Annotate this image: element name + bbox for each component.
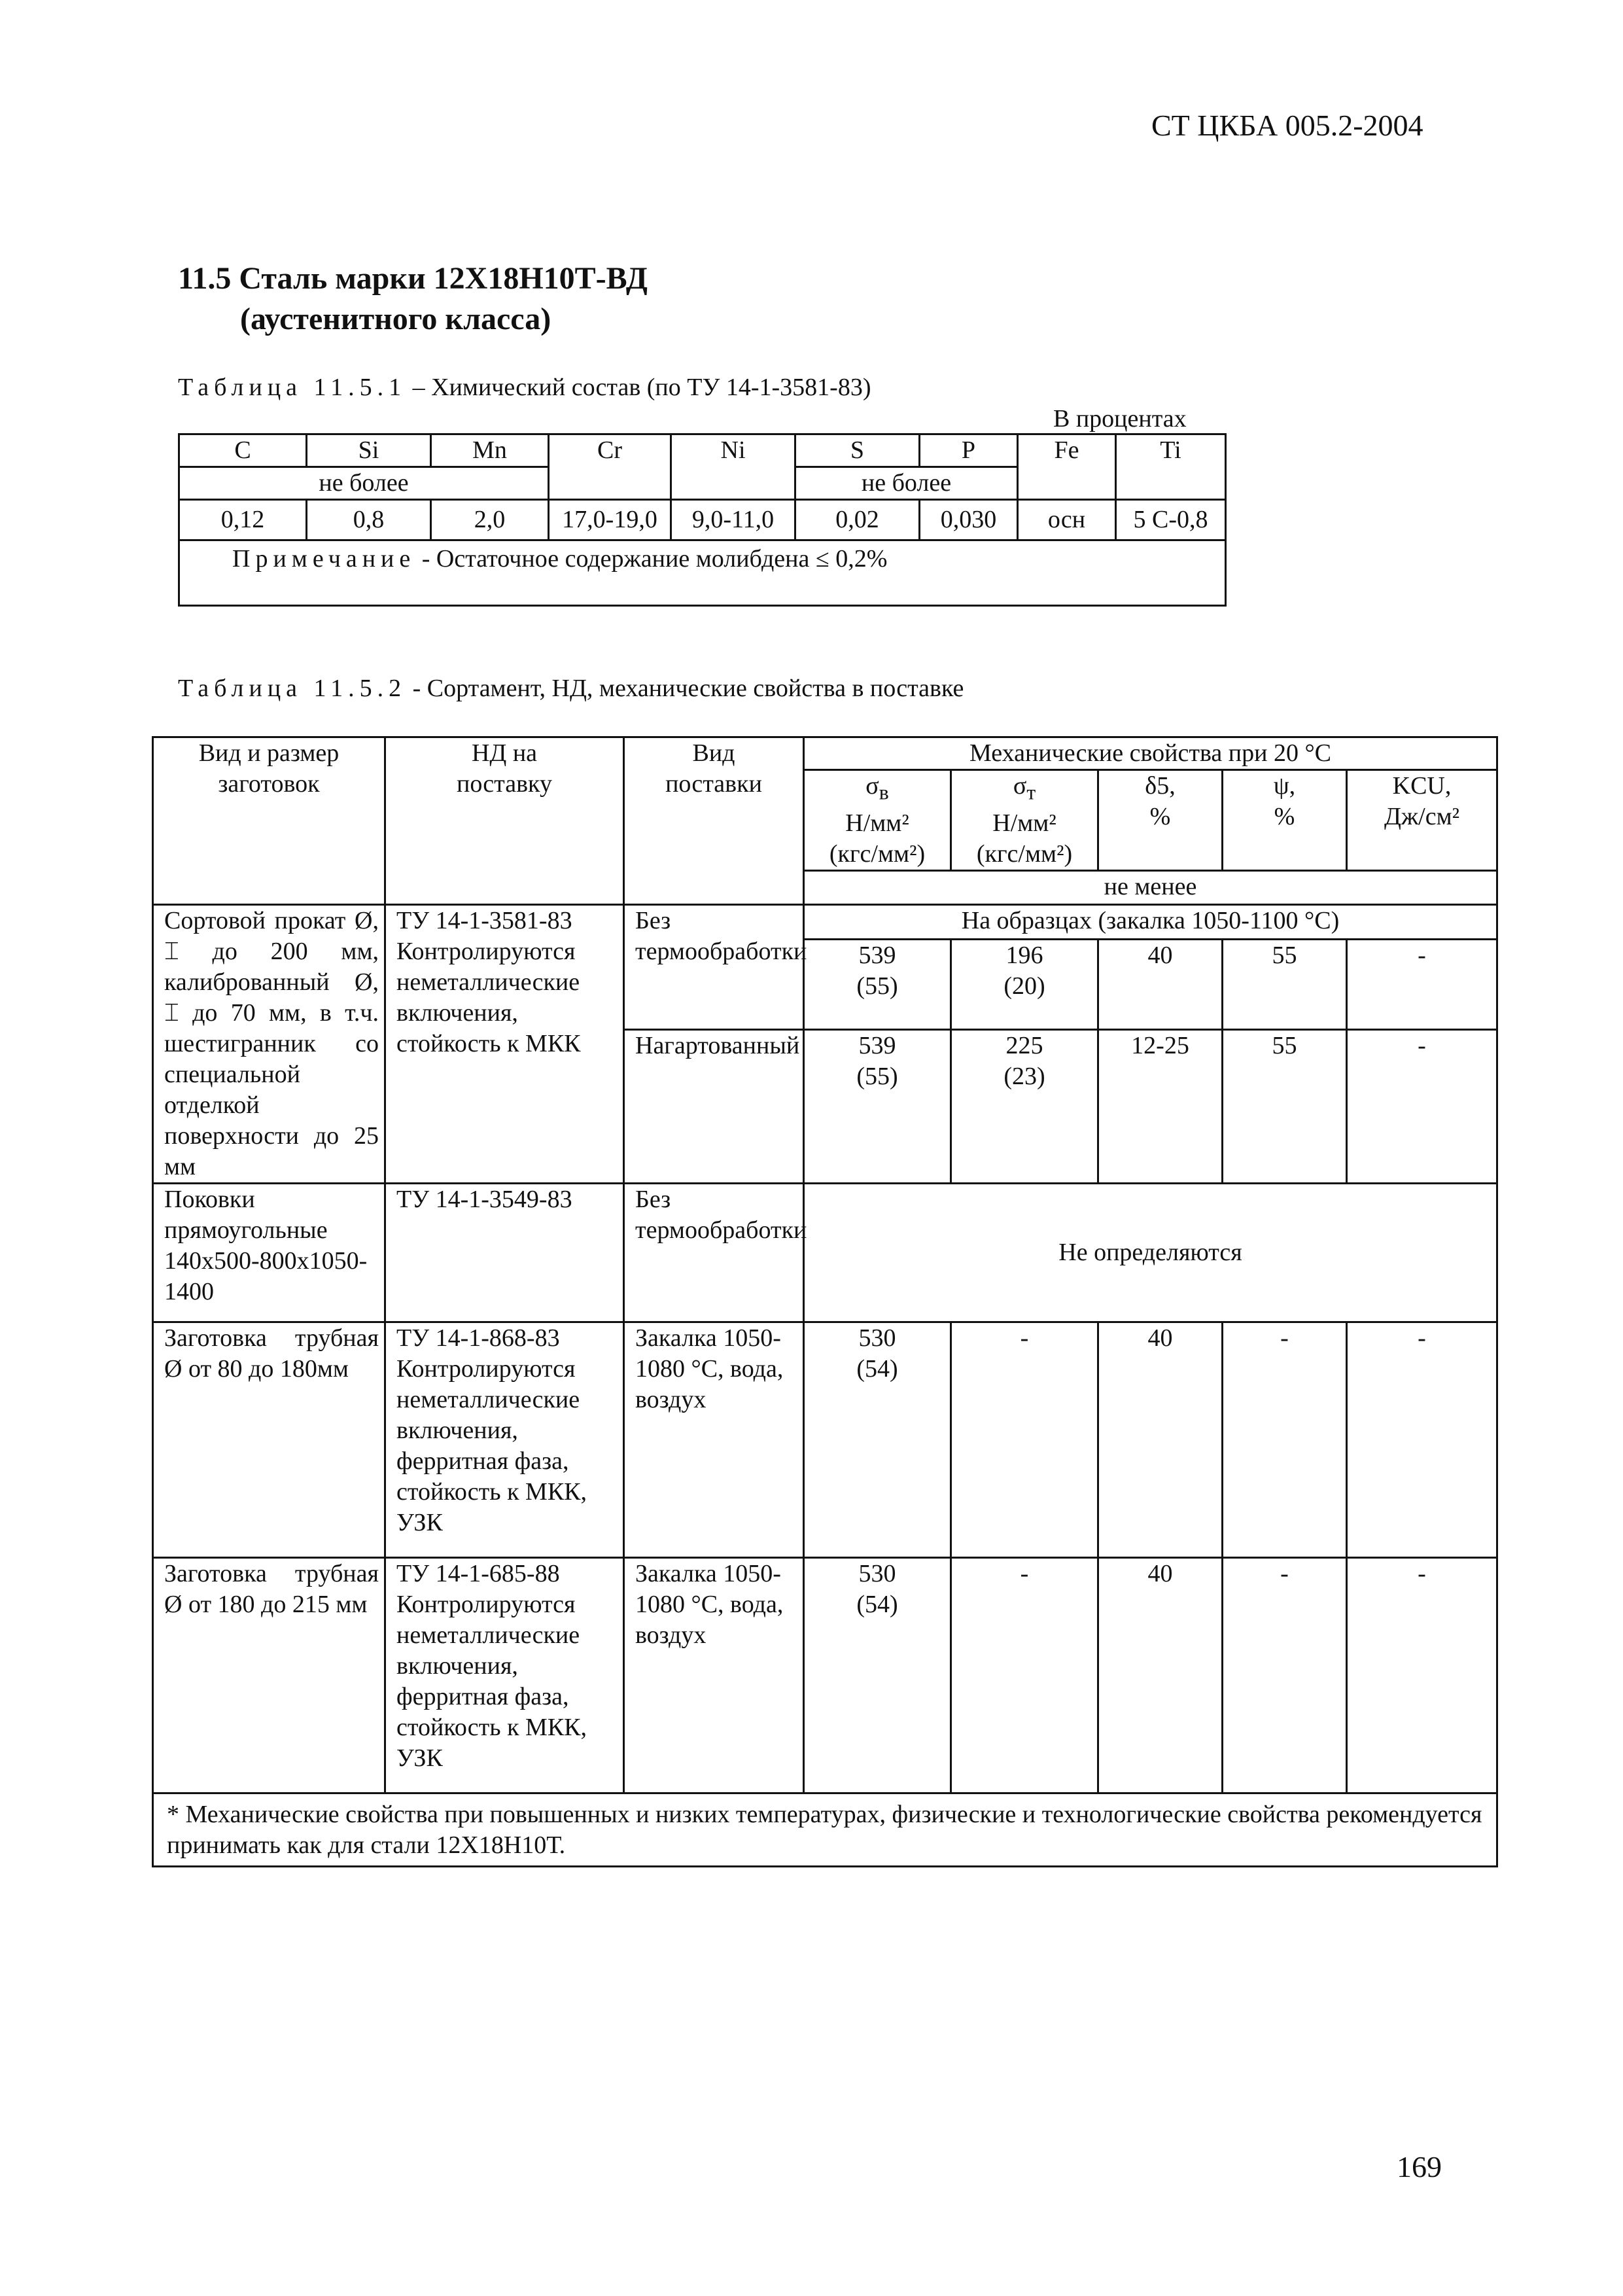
table-row (153, 904, 1497, 939)
header-sigma-b (804, 770, 951, 871)
delta-symbol: δ5, (1145, 772, 1176, 800)
chem-value-fe: осн (1018, 500, 1116, 540)
row3-sigma-b: 530 (54) (804, 1322, 951, 1557)
table2-caption (178, 674, 964, 703)
chem-note-text: - Остаточное содержание молибдена ≤ 0,2% (415, 545, 888, 573)
row2-not-determined: Не определяются (804, 1183, 1497, 1322)
table1-caption (178, 373, 871, 402)
table2-caption-text: - Сортамент, НД, механические свойства в поставке (406, 675, 964, 702)
row4-sigma-t: - (951, 1557, 1098, 1793)
sigma-b-unit: Н/мм² (845, 809, 909, 837)
row3-type: Заготовка трубная Ø от 80 до 180мм (153, 1322, 385, 1557)
sigma-b-unit-kgf: (кгс/мм²) (829, 839, 926, 868)
header-sigma-t (951, 770, 1098, 871)
chem-header-ni: Ni (671, 434, 795, 500)
row1b-delta: 12-25 (1098, 1029, 1223, 1183)
row2-delivery: Без термообработки (624, 1183, 804, 1322)
table1-units: В процентах (1053, 405, 1187, 433)
row2-type: Поковки прямоугольные 140х500-800х1050-1400 (153, 1183, 385, 1322)
row1-delivery-1: Без термообработки (624, 904, 804, 1029)
section-title-line2: (аустенитного класса) (240, 302, 551, 336)
psi-symbol: ψ, (1273, 772, 1296, 800)
chem-value-ti: 5 С-0,8 (1116, 500, 1226, 540)
row4-psi: - (1223, 1557, 1347, 1793)
header-type: Вид и размер заготовок (153, 737, 385, 905)
table1-caption-text: – Химический состав (по ТУ 14-1-3581-83) (406, 374, 871, 401)
chem-header-mn: Mn (431, 434, 549, 467)
row3-sigma-t: - (951, 1322, 1098, 1557)
header-psi (1223, 770, 1347, 871)
section-title (178, 258, 648, 340)
page-number: 169 (1397, 2150, 1442, 2183)
table1-caption-prefix: Таблица 11.5.1 (178, 374, 407, 401)
row1a-psi: 55 (1223, 939, 1347, 1029)
chem-value-s: 0,02 (795, 500, 920, 540)
chemical-composition-table (178, 433, 1227, 607)
row1-nd: ТУ 14-1-3581-83 Контролируются неметаллические включения, стойкость к МКК (385, 904, 624, 1183)
sigma-t-symbol: σ (1013, 772, 1027, 800)
row3-kcu: - (1347, 1322, 1497, 1557)
chem-header-si: Si (307, 434, 431, 467)
row1b-sigma-t: 225 (23) (951, 1029, 1098, 1183)
psi-unit: % (1274, 803, 1295, 830)
table2-caption-prefix: Таблица 11.5.2 (178, 675, 407, 702)
header-nd: НД на поставку (385, 737, 624, 905)
sigma-t-unit-kgf: (кгс/мм²) (976, 839, 1073, 868)
row4-nd: ТУ 14-1-685-88 Контролируются неметаллические включения, ферритная фаза, стойкость к МКК, УЗК (385, 1557, 624, 1793)
header-delta (1098, 770, 1223, 871)
chem-value-c: 0,12 (179, 500, 307, 540)
chem-value-p: 0,030 (920, 500, 1018, 540)
row1a-kcu: - (1347, 939, 1497, 1029)
header-delivery: Вид поставки (624, 737, 804, 905)
section-title-line1: 11.5 Сталь марки 12Х18Н10Т-ВД (178, 261, 648, 296)
header-not-less: не менее (804, 870, 1497, 904)
table-row (153, 1557, 1497, 1793)
chem-header-p: P (920, 434, 1018, 467)
row1b-psi: 55 (1223, 1029, 1347, 1183)
header-mech-properties: Механические свойства при 20 °С (804, 737, 1497, 770)
chem-header-c: C (179, 434, 307, 467)
sigma-t-subscript: т (1026, 781, 1036, 804)
header-kcu (1347, 770, 1497, 871)
chem-header-fe: Fe (1018, 434, 1116, 500)
table-row (153, 1793, 1497, 1866)
chem-limit-label-2: не более (795, 467, 1018, 500)
chem-note-prefix: Примечание (232, 545, 416, 573)
table2-footnote: * Механические свойства при повышенных и низких температурах, физические и технологические свойства рекомендуется принимать как для стали 12Х18Н10Т. (153, 1793, 1497, 1866)
row1-sample-note: На образцах (закалка 1050-1100 °С) (804, 904, 1497, 939)
sigma-b-symbol: σ (865, 772, 879, 800)
row4-sigma-b: 530 (54) (804, 1557, 951, 1793)
chem-header-cr: Cr (549, 434, 671, 500)
sigma-t-unit: Н/мм² (992, 809, 1056, 837)
chem-limit-label-1: не более (179, 467, 549, 500)
chem-value-ni: 9,0-11,0 (671, 500, 795, 540)
sigma-b-subscript: в (879, 781, 889, 804)
row1b-kcu: - (1347, 1029, 1497, 1183)
row1a-sigma-b: 539 (55) (804, 939, 951, 1029)
row4-delta: 40 (1098, 1557, 1223, 1793)
row1a-sigma-t: 196 (20) (951, 939, 1098, 1029)
row1b-sigma-b: 539 (55) (804, 1029, 951, 1183)
delta-unit: % (1149, 803, 1171, 830)
row1-delivery-2: Нагартованный (624, 1029, 804, 1183)
row2-nd: ТУ 14-1-3549-83 (385, 1183, 624, 1322)
row4-kcu: - (1347, 1557, 1497, 1793)
row3-psi: - (1223, 1322, 1347, 1557)
chem-value-si: 0,8 (307, 500, 431, 540)
row4-delivery: Закалка 1050-1080 °С, вода, воздух (624, 1557, 804, 1793)
chem-header-s: S (795, 434, 920, 467)
kcu-unit: Дж/см² (1384, 803, 1460, 830)
row4-type: Заготовка трубная Ø от 180 до 215 мм (153, 1557, 385, 1793)
chem-value-cr: 17,0-19,0 (549, 500, 671, 540)
table-row (153, 1183, 1497, 1322)
table-row (153, 1322, 1497, 1557)
row3-nd: ТУ 14-1-868-83 Контролируются неметаллические включения, ферритная фаза, стойкость к МКК, УЗК (385, 1322, 624, 1557)
chem-value-mn: 2,0 (431, 500, 549, 540)
chem-note (179, 540, 1226, 606)
document-code: СТ ЦКБА 005.2-2004 (1151, 109, 1423, 142)
chem-header-ti: Ti (1116, 434, 1226, 500)
kcu-symbol: KCU, (1392, 772, 1452, 800)
row3-delta: 40 (1098, 1322, 1223, 1557)
row1-type: Сортовой прокат Ø, ⌶ до 200 мм, калиброванный Ø, ⌶ до 70 мм, в т.ч. шестигранник со специальной отделкой поверхности до 25 мм (153, 904, 385, 1183)
row3-delivery: Закалка 1050-1080 °С, вода, воздух (624, 1322, 804, 1557)
mechanical-properties-table (152, 736, 1498, 1867)
row1a-delta: 40 (1098, 939, 1223, 1029)
